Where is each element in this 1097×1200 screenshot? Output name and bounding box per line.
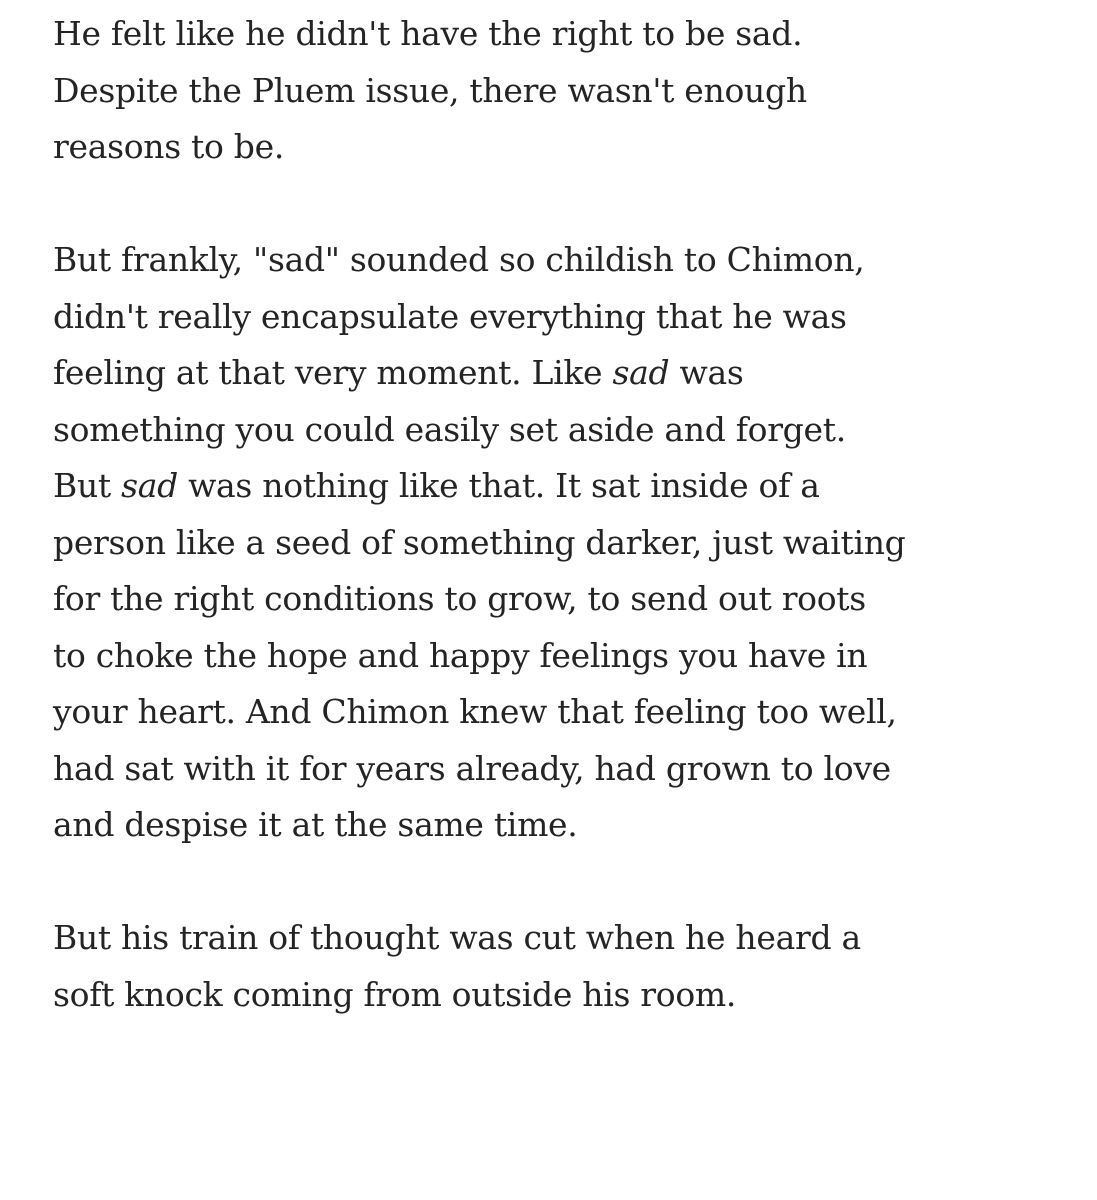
text-run: your heart. And Chimon knew that feeling too well,: [53, 692, 897, 731]
text-line: [53, 515, 1057, 572]
text-line: [53, 967, 1057, 1024]
text-run: But: [53, 466, 122, 505]
text-line: [53, 571, 1057, 628]
italic-emphasis: sad: [612, 353, 670, 392]
text-run: He felt like he didn't have the right to be sad.: [53, 14, 803, 53]
text-run: and despise it at the same time.: [53, 805, 578, 844]
text-line: [53, 119, 1057, 176]
text-line: [53, 797, 1057, 854]
text-line: [53, 458, 1057, 515]
text-run: reasons to be.: [53, 127, 285, 166]
text-run: for the right conditions to grow, to send out roots: [53, 579, 866, 618]
text-run: didn't really encapsulate everything that he was: [53, 296, 847, 336]
text-run: to choke the hope and happy feelings you have in: [53, 635, 868, 675]
italic-emphasis: sad: [121, 466, 178, 505]
text-run: soft knock coming from outside his room.: [53, 974, 737, 1014]
text-run: had sat with it for years already, had grown to love: [53, 748, 891, 788]
text-run: But frankly, "sad" sounded so childish to Chimon,: [53, 240, 865, 279]
text-run: was nothing like that. It sat inside of a: [177, 466, 820, 505]
text-line: [53, 289, 1057, 346]
text-run: was: [669, 353, 744, 392]
text-line: [53, 402, 1057, 459]
text-line: [53, 232, 1057, 289]
text-run: feeling at that very moment. Like: [53, 353, 613, 392]
text-run: But his train of thought was cut when he heard a: [53, 918, 861, 957]
text-line: [53, 628, 1057, 685]
text-line: [53, 910, 1057, 967]
text-line: [53, 63, 1057, 120]
text-line: [53, 6, 1057, 63]
paragraph-2: [53, 232, 1057, 854]
text-line: [53, 684, 1057, 741]
text-run: Despite the Pluem issue, there wasn't enough: [53, 70, 807, 110]
text-line: [53, 345, 1057, 402]
text-line: [53, 741, 1057, 798]
paragraph-1: [53, 6, 1057, 176]
text-run: something you could easily set aside and forget.: [53, 409, 846, 449]
paragraph-3: [53, 910, 1057, 1023]
text-run: person like a seed of something darker, just waiting: [53, 522, 906, 562]
